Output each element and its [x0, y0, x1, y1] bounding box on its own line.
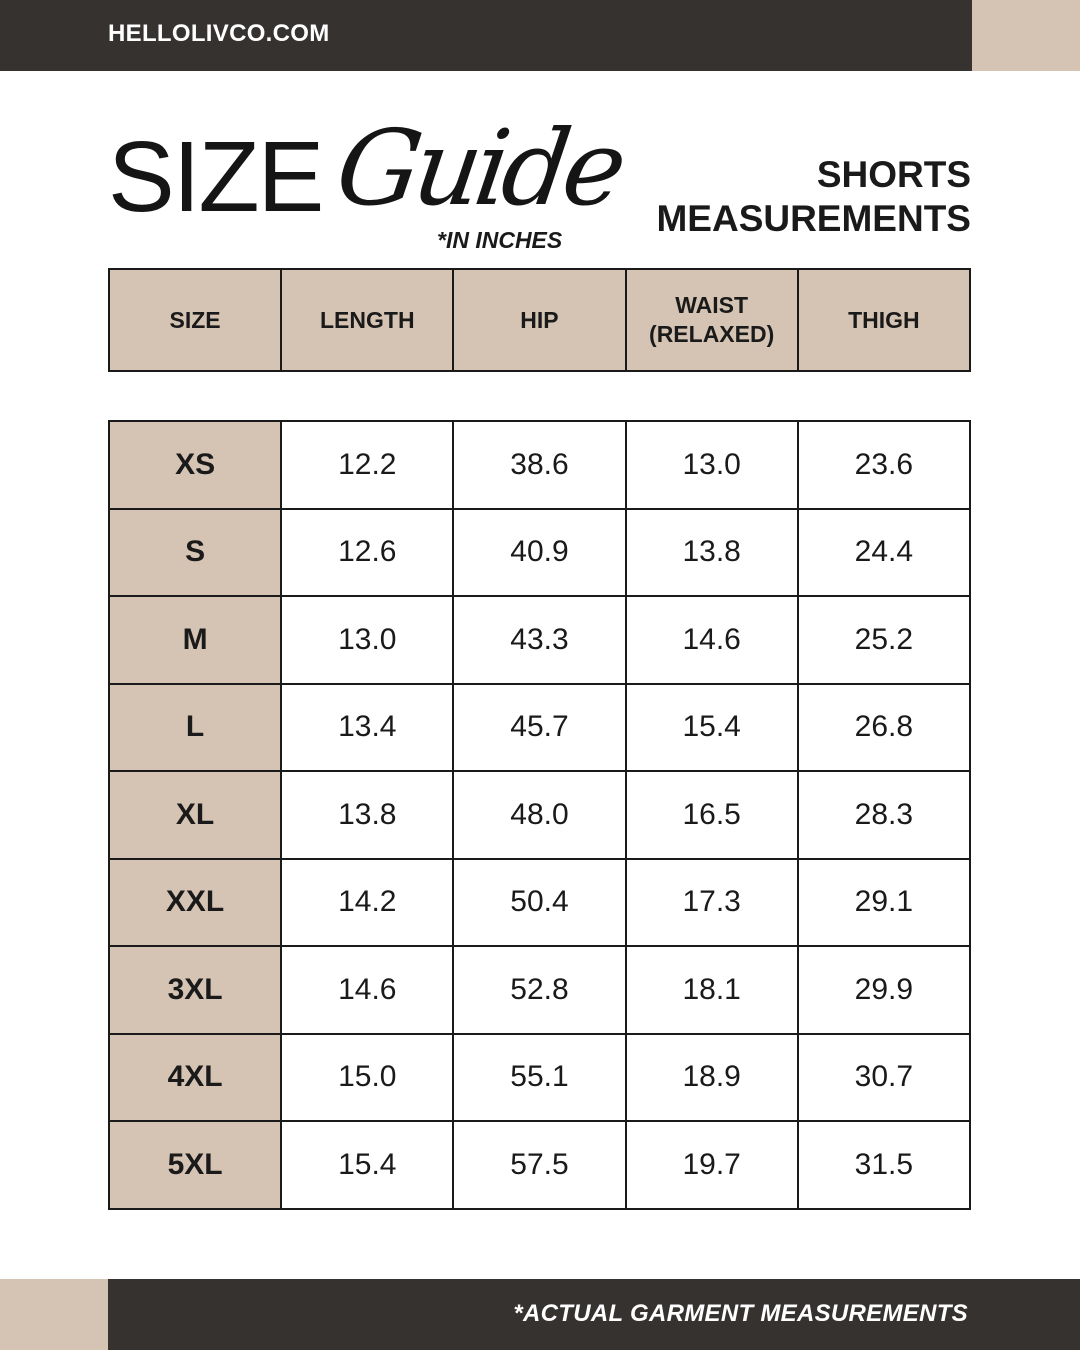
cell-size: M	[109, 596, 281, 684]
cell-waist: 14.6	[626, 596, 798, 684]
column-header-length: LENGTH	[281, 269, 453, 371]
cell-length: 14.2	[281, 859, 453, 947]
cell-thigh: 26.8	[798, 684, 970, 772]
table-row	[109, 771, 970, 859]
title-guide-script: Guide	[329, 107, 629, 229]
cell-length: 13.8	[281, 771, 453, 859]
cell-hip: 45.7	[453, 684, 625, 772]
cell-length: 15.4	[281, 1121, 453, 1209]
cell-length: 12.2	[281, 421, 453, 509]
cell-size: XL	[109, 771, 281, 859]
cell-waist: 18.9	[626, 1034, 798, 1122]
cell-length: 12.6	[281, 509, 453, 597]
cell-thigh: 24.4	[798, 509, 970, 597]
cell-hip: 40.9	[453, 509, 625, 597]
cell-thigh: 29.1	[798, 859, 970, 947]
cell-hip: 57.5	[453, 1121, 625, 1209]
cell-waist: 17.3	[626, 859, 798, 947]
column-header-size: SIZE	[109, 269, 281, 371]
table-row	[109, 1034, 970, 1122]
section-title	[656, 153, 971, 241]
cell-size: 5XL	[109, 1121, 281, 1209]
cell-hip: 50.4	[453, 859, 625, 947]
cell-size: 4XL	[109, 1034, 281, 1122]
size-table	[108, 420, 971, 1210]
column-header-waist: WAIST (RELAXED)	[626, 269, 798, 371]
cell-length: 14.6	[281, 946, 453, 1034]
size-table-body	[109, 421, 970, 1209]
table-row	[109, 1121, 970, 1209]
cell-hip: 52.8	[453, 946, 625, 1034]
header-row	[109, 269, 970, 371]
table-row	[109, 946, 970, 1034]
cell-waist: 13.8	[626, 509, 798, 597]
cell-size: S	[109, 509, 281, 597]
cell-waist: 16.5	[626, 771, 798, 859]
table-row	[109, 596, 970, 684]
cell-thigh: 30.7	[798, 1034, 970, 1122]
cell-thigh: 28.3	[798, 771, 970, 859]
site-url: HELLOLIVCO.COM	[108, 20, 330, 47]
section-title-line2: MEASUREMENTS	[656, 198, 971, 239]
section-title-line1: SHORTS	[816, 154, 971, 195]
table-row	[109, 421, 970, 509]
cell-length: 13.0	[281, 596, 453, 684]
cell-hip: 38.6	[453, 421, 625, 509]
cell-thigh: 23.6	[798, 421, 970, 509]
cell-size: L	[109, 684, 281, 772]
cell-size: XXL	[109, 859, 281, 947]
cell-waist: 18.1	[626, 946, 798, 1034]
size-table-header	[108, 268, 971, 372]
cell-size: XS	[109, 421, 281, 509]
cell-waist: 13.0	[626, 421, 798, 509]
cell-thigh: 31.5	[798, 1121, 970, 1209]
cell-hip: 43.3	[453, 596, 625, 684]
table-row	[109, 684, 970, 772]
top-accent-block	[972, 0, 1080, 71]
cell-thigh: 29.9	[798, 946, 970, 1034]
column-header-hip: HIP	[453, 269, 625, 371]
cell-length: 15.0	[281, 1034, 453, 1122]
cell-waist: 15.4	[626, 684, 798, 772]
cell-length: 13.4	[281, 684, 453, 772]
footer-note: *ACTUAL GARMENT MEASUREMENTS	[513, 1300, 968, 1327]
cell-hip: 55.1	[453, 1034, 625, 1122]
cell-hip: 48.0	[453, 771, 625, 859]
cell-waist: 19.7	[626, 1121, 798, 1209]
units-note: *IN INCHES	[437, 227, 563, 253]
bottom-accent-block	[0, 1279, 108, 1350]
table-row	[109, 509, 970, 597]
cell-thigh: 25.2	[798, 596, 970, 684]
title-size-word: SIZE	[108, 121, 323, 233]
table-row	[109, 859, 970, 947]
cell-size: 3XL	[109, 946, 281, 1034]
column-header-thigh: THIGH	[798, 269, 970, 371]
